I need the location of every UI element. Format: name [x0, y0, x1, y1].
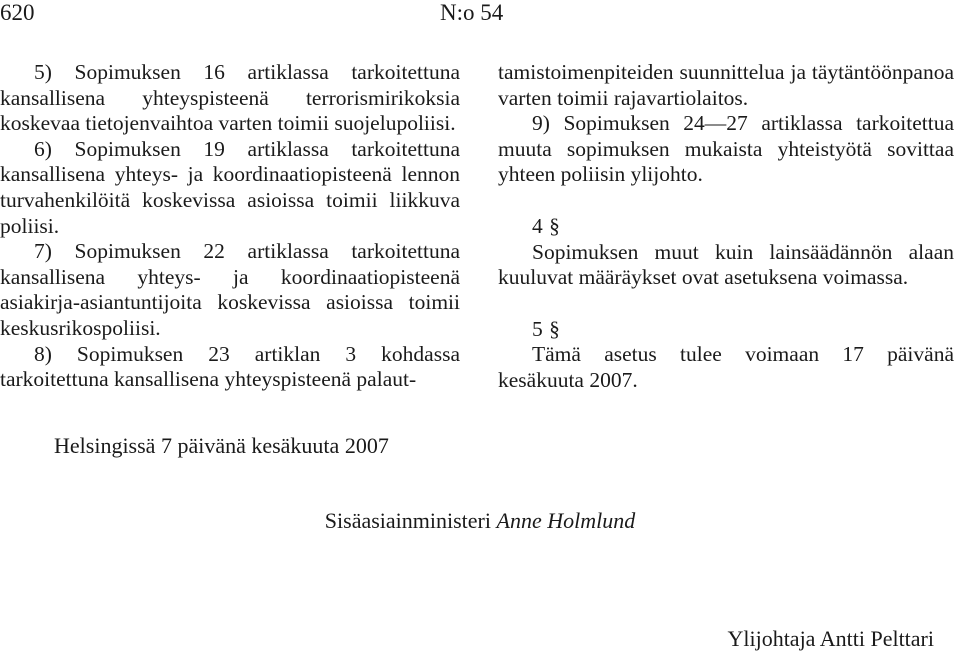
paragraph-7: 7) Sopimuksen 22 artiklassa tarkoitettuna kansallisena yhteys- ja koordinaatiopisteenä asiakirja-asiantuntijoita koskevissa asioissa toimii keskusrikospoliisi. [0, 239, 460, 340]
minister-signature [0, 508, 960, 534]
paragraph-8-continuation: tamistoimenpiteiden suunnittelua ja täytäntöönpanoa varten toimii rajavartiolaitos. [498, 60, 954, 110]
right-column [498, 60, 954, 394]
section-4-text: Sopimuksen muut kuin lainsäädännön alaan kuuluvat määräykset ovat asetuksena voimassa. [498, 239, 954, 290]
paragraph-9: 9) Sopimuksen 24—27 artiklassa tarkoitettua muuta sopimuksen mukaista yhteistyötä sovittaa yhteen poliisin ylijohto. [498, 111, 954, 187]
paragraph-6: 6) Sopimuksen 19 artiklassa tarkoitettuna kansallisena yhteys- ja koordinaatiopisteenä lennon turvahenkilöitä koskevissa asioissa toimii liikkuva poliisi. [0, 136, 460, 238]
section-5-heading: 5 § [532, 316, 561, 341]
minister-title: Sisäasiainministeri [324, 508, 491, 533]
section-4-heading: 4 § [532, 213, 561, 238]
page-number: 620 [0, 0, 35, 25]
paragraph-5: 5) Sopimuksen 16 artiklassa tarkoitettuna kansallisena yhteyspisteenä terrorismirikoksia koskevaa tietojenvaihtoa varten toimii suojelupoliisi. [0, 60, 460, 136]
paragraph-8: 8) Sopimuksen 23 artiklan 3 kohdassa tarkoitettuna kansallisena yhteyspisteenä palaut- [0, 341, 460, 392]
official-signature: Ylijohtaja Antti Pelttari [727, 626, 934, 651]
section-5-text: Tämä asetus tulee voimaan 17 päivänä kesäkuuta 2007. [498, 342, 954, 392]
place-date: Helsingissä 7 päivänä kesäkuuta 2007 [54, 433, 389, 458]
minister-name: Anne Holmlund [496, 508, 636, 533]
issue-number: N:o 54 [440, 0, 504, 25]
left-column [0, 60, 460, 393]
